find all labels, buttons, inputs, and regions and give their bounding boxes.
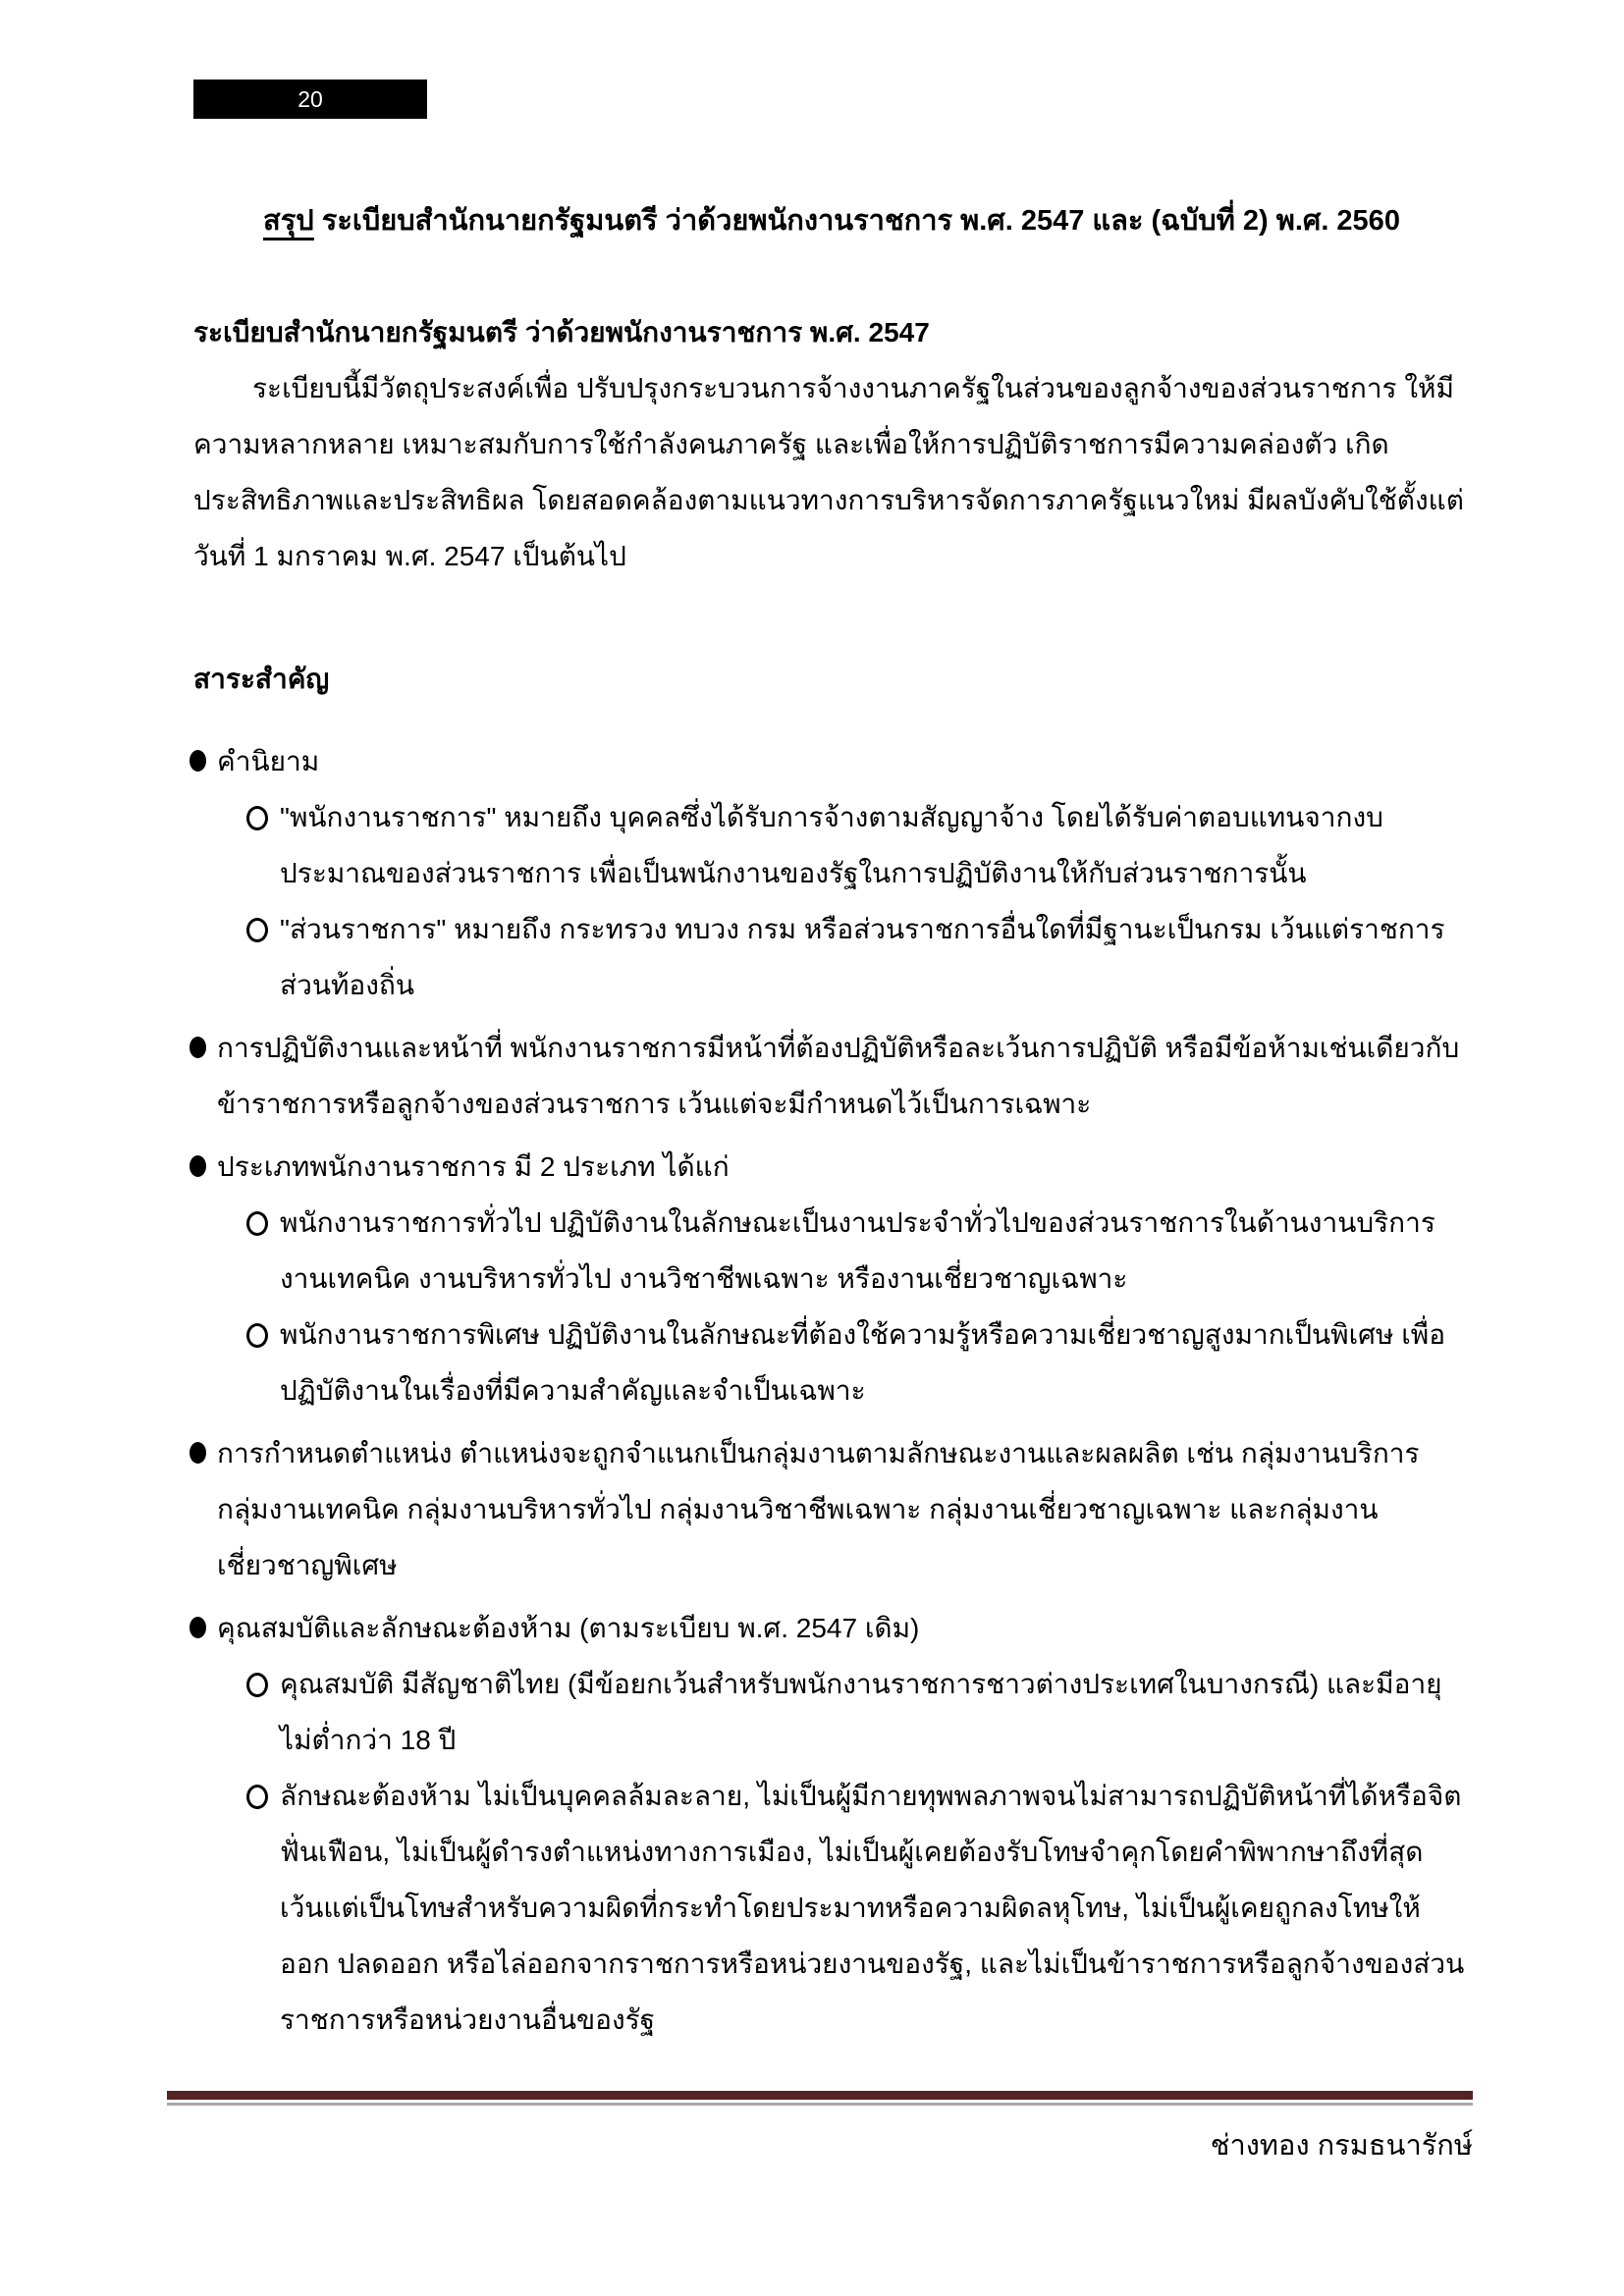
sub-point-text: ลักษณะต้องห้าม ไม่เป็นบุคคลล้มละลาย, ไม่เป็นผู้มีกายทุพพลภาพจนไม่สามารถปฏิบัติหน้าที่ได้หรือจิตฟั่นเฟือน, ไม่เป็นผู้ดำรงตำแหน่งทางการเมือง, ไม่เป็นผู้เคยต้องรับโทษจำคุกโดยคำพิพากษาถึงที่สุด เว้นแต่เป็นโทษสำหรับความผิดที่กระทำโดยประมาทหรือความผิดลหุโทษ, ไม่เป็นผู้เคยถูกลงโทษให้ออก ปลดออก หรือไล่ออกจากราชการหรือหน่วยงานของรัฐ, และไม่เป็นข้าราชการหรือลูกจ้างของส่วนราชการหรือหน่วยงานอื่นของรัฐ — [280, 1781, 1465, 2035]
sub-point-item — [246, 1656, 1470, 1768]
bullet-disc-icon — [189, 750, 206, 772]
section-heading: ระเบียบสำนักนายกรัฐมนตรี ว่าด้วยพนักงานราชการ พ.ศ. 2547 — [193, 317, 930, 347]
sub-point-list — [217, 789, 1470, 1013]
sub-point-list — [217, 1656, 1470, 2048]
sub-point-item — [246, 1768, 1470, 2048]
key-point-text: การกำหนดตำแหน่ง ตำแหน่งจะถูกจำแนกเป็นกลุ่มงานตามลักษณะงานและผลผลิต เช่น กลุ่มงานบริการ กลุ่มงานเทคนิค กลุ่มงานบริหารทั่วไป กลุ่มงานวิชาชีพเฉพาะ กลุ่มงานเชี่ยวชาญเฉพาะ และกลุ่มงานเชี่ยวชาญพิเศษ — [217, 1438, 1420, 1580]
key-point-item — [193, 733, 1470, 1013]
bullet-circle-icon — [246, 1211, 268, 1236]
key-point-item — [193, 1425, 1470, 1593]
key-point-text: ประเภทพนักงานราชการ มี 2 ประเภท ได้แก่ — [217, 1151, 730, 1182]
section-paragraph: ระเบียบนี้มีวัตถุประสงค์เพื่อ ปรับปรุงกระบวนการจ้างงานภาครัฐในส่วนของลูกจ้างของส่วนราชการ ให้มีความหลากหลาย เหมาะสมกับการใช้กำลังคนภาครัฐ และเพื่อให้การปฏิบัติราชการมีความคล่องตัว เกิดประสิทธิภาพและประสิทธิผล โดยสอดคล้องตามแนวทางการบริหารจัดการภาครัฐแนวใหม่ มีผลบังคับใช้ตั้งแต่วันที่ 1 มกราคม พ.ศ. 2547 เป็นต้นไป — [193, 373, 1464, 571]
key-point-text: คุณสมบัติและลักษณะต้องห้าม (ตามระเบียบ พ.ศ. 2547 เดิม) — [217, 1613, 920, 1643]
sub-point-item — [246, 901, 1470, 1013]
bullet-circle-icon — [246, 1785, 268, 1809]
key-points-heading: สาระสำคัญ — [193, 664, 330, 694]
sub-point-text: "ส่วนราชการ" หมายถึง กระทรวง ทบวง กรม หรือส่วนราชการอื่นใดที่มีฐานะเป็นกรม เว้นแต่ราชการส่วนท้องถิ่น — [280, 914, 1445, 1000]
sub-point-text: "พนักงานราชการ" หมายถึง บุคคลซึ่งได้รับการจ้างตามสัญญาจ้าง โดยได้รับค่าตอบแทนจากงบประมาณของส่วนราชการ เพื่อเป็นพนักงานของรัฐในการปฏิบัติงานให้กับส่วนราชการนั้น — [280, 802, 1383, 888]
bullet-circle-icon — [246, 918, 268, 942]
key-point-item — [193, 1020, 1470, 1132]
footer-rule-thin — [167, 2103, 1473, 2106]
bullet-circle-icon — [246, 806, 268, 830]
sub-point-text: คุณสมบัติ มีสัญชาติไทย (มีข้อยกเว้นสำหรับพนักงานราชการชาวต่างประเทศในบางกรณี) และมีอายุไม่ต่ำกว่า 18 ปี — [280, 1669, 1442, 1755]
bullet-circle-icon — [246, 1323, 268, 1348]
footer-rule-thick — [167, 2091, 1473, 2100]
document-title — [193, 193, 1470, 249]
page-content — [193, 0, 1470, 2048]
sub-point-item — [246, 1195, 1470, 1307]
key-point-text: การปฏิบัติงานและหน้าที่ พนักงานราชการมีหน้าที่ต้องปฏิบัติหรือละเว้นการปฏิบัติ หรือมีข้อห้ามเช่นเดียวกับข้าราชการหรือลูกจ้างของส่วนราชการ เว้นแต่จะมีกำหนดไว้เป็นการเฉพาะ — [217, 1033, 1460, 1119]
key-point-text: คำนิยาม — [217, 746, 320, 776]
bullet-disc-icon — [189, 1155, 206, 1177]
key-point-item — [193, 1139, 1470, 1418]
title-underlined-word: สรุป — [263, 205, 314, 240]
footer-author: ช่างทอง กรมธนารักษ์ — [1210, 2130, 1473, 2162]
sub-point-text: พนักงานราชการทั่วไป ปฏิบัติงานในลักษณะเป็นงานประจำทั่วไปของส่วนราชการในด้านงานบริการ งานเทคนิค งานบริหารทั่วไป งานวิชาชีพเฉพาะ หรืองานเชี่ยวชาญเฉพาะ — [280, 1207, 1435, 1294]
sub-point-list — [217, 1195, 1470, 1418]
bullet-circle-icon — [246, 1673, 268, 1697]
page-number: 20 — [298, 85, 323, 112]
key-points-list — [193, 733, 1470, 2048]
title-rest: ระเบียบสำนักนายกรัฐมนตรี ว่าด้วยพนักงานราชการ พ.ศ. 2547 และ (ฉบับที่ 2) พ.ศ. 2560 — [321, 205, 1400, 237]
sub-point-item — [246, 789, 1470, 901]
bullet-disc-icon — [189, 1617, 206, 1638]
key-point-item — [193, 1600, 1470, 2048]
sub-point-item — [246, 1307, 1470, 1418]
bullet-disc-icon — [189, 1037, 206, 1058]
bullet-disc-icon — [189, 1442, 206, 1464]
sub-point-text: พนักงานราชการพิเศษ ปฏิบัติงานในลักษณะที่ต้องใช้ความรู้หรือความเชี่ยวชาญสูงมากเป็นพิเศษ เพื่อปฏิบัติงานในเรื่องที่มีความสำคัญและจำเป็นเฉพาะ — [280, 1319, 1446, 1406]
